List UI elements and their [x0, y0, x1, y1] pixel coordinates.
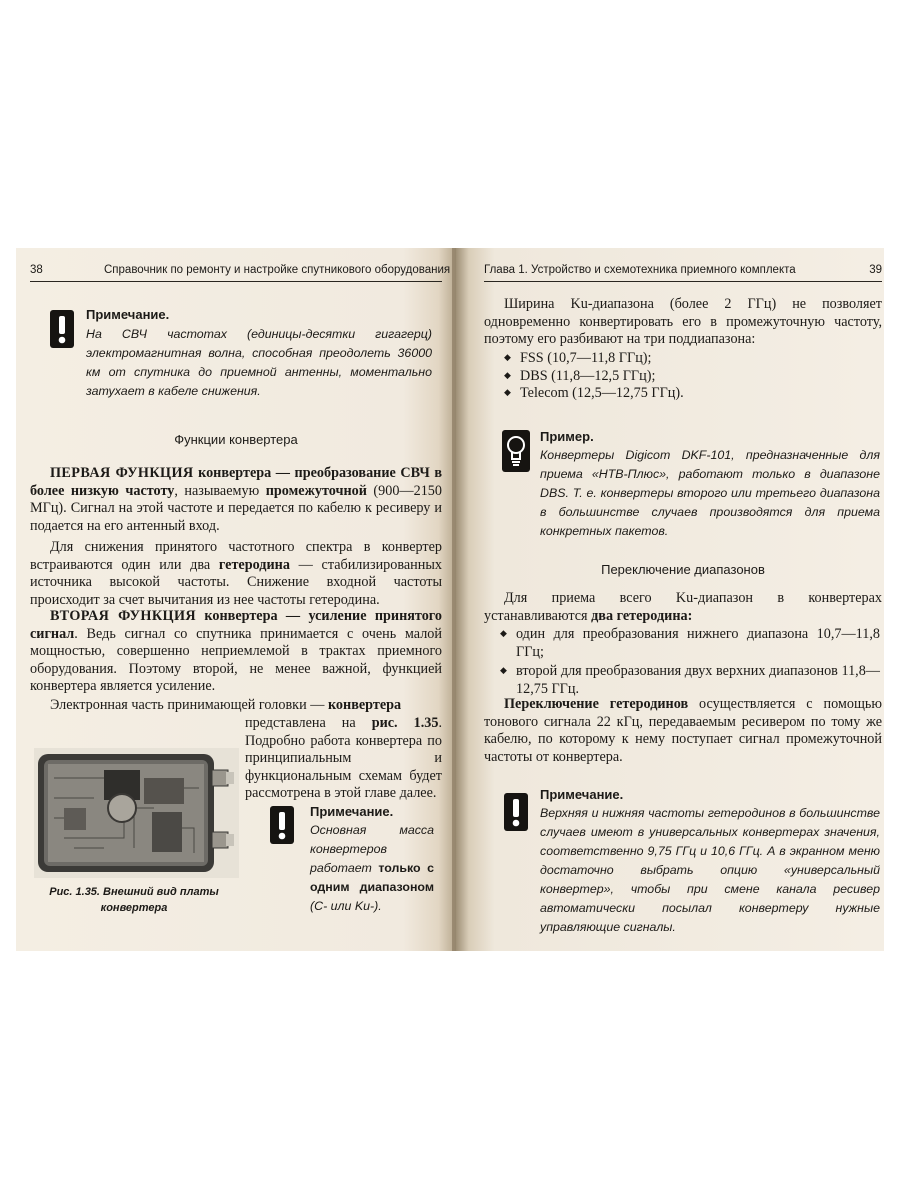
- exclamation-icon: [270, 806, 294, 844]
- paragraph-continued: [245, 715, 442, 803]
- bold-text: гетеродина: [218, 556, 290, 573]
- note-body: На СВЧ частотах (единицы-десятки гигагерц) электромагнитная волна, способная преодолеть 36000 км от спутника до приемной антенны, моментально затухает в кабеле снижения.: [86, 327, 432, 398]
- paragraph: [30, 539, 442, 609]
- bold-text: только с одним диапазоном: [310, 861, 435, 894]
- band-list: [504, 350, 874, 403]
- text: (С- или Ku-).: [310, 899, 382, 913]
- bold-text: промежуточной: [265, 482, 367, 499]
- oscillator-list: [500, 626, 880, 698]
- running-head-title: Глава 1. Устройство и схемотехника приемного комплекта: [484, 264, 796, 276]
- text: Для снижения принятого частотного спектра в конвертер встраиваются один или два: [30, 539, 442, 573]
- text: . Подробно работа конвертера по принципиальным и функциональным схемам будет рассмотрена в этой главе далее.: [245, 715, 442, 802]
- page-number: 38: [30, 264, 43, 276]
- example-title: Пример.: [540, 429, 594, 444]
- list-item: ◆ FSS (10,7—11,8 ГГц);: [504, 350, 874, 368]
- bold-text: конвертера — преобразование СВЧ в более низкую частоту: [30, 465, 442, 499]
- page-number: 39: [869, 264, 882, 276]
- paragraph: [30, 465, 442, 535]
- bold-lead: ВТОРАЯ ФУНКЦИЯ: [50, 608, 197, 624]
- right-page: [456, 248, 884, 951]
- text: . Ведь сигнал со спутника принимается с очень малой мощностью, совершенно неприемлемой в трактах приемного оборудования. Поэтому второй, не менее важной, функцией конвертера является усиление.: [30, 625, 442, 695]
- list-item: ◆ DBS (11,8—12,5 ГГц);: [504, 368, 874, 386]
- text: , называемую: [174, 482, 266, 499]
- note-title: Примечание.: [310, 804, 394, 819]
- header-rule: [30, 281, 442, 282]
- text: Для приема всего Ku-диапазон в конвертерах устанавливаются: [484, 590, 882, 624]
- note-title: Примечание.: [540, 787, 624, 802]
- note-title: Примечание.: [86, 307, 170, 322]
- example-body: Конвертеры Digicom DKF-101, предназначенные для приема «НТВ-Плюс», работают только в диапазоне DBS. Т. е. конвертеры второго или третьего диапазона в большинстве случаев производятся для приема конкретных пакетов.: [540, 448, 880, 538]
- lightbulb-icon: [502, 430, 530, 472]
- book-spread: [16, 248, 884, 951]
- list-item: ◆ один для преобразования нижнего диапазона 10,7—11,8 ГГц;: [500, 626, 880, 661]
- bold-text: Переключение гетеродинов: [504, 696, 689, 712]
- text: (900—2150 МГц). Сигнал на этой частоте и передается по кабелю к ресиверу и подается на его антенный вход.: [30, 482, 442, 534]
- figure-caption: Рис. 1.35. Внешний вид платы конвертера: [49, 886, 219, 914]
- text: представлена на: [245, 715, 372, 731]
- note-body: [310, 821, 434, 916]
- exclamation-icon: [504, 793, 528, 831]
- running-head-title: Справочник по ремонту и настройке спутникового оборудования: [104, 264, 451, 276]
- converter-board-photo: [34, 748, 239, 878]
- bold-lead: ПЕРВАЯ ФУНКЦИЯ: [50, 465, 194, 481]
- bold-text: рис. 1.35: [371, 715, 439, 731]
- text: осуществляется с помощью тонового сигнала 22 кГц, передаваемым ресивером по тому же кабелю, по которому к нему поступает сигнал промежуточной частоты от конвертера.: [484, 696, 882, 765]
- paragraph: Ширина Ku-диапазона (более 2 ГГц) не позволяет одновременно конвертировать его в промежуточную частоту, поэтому его разбивают на три поддиапазона:: [484, 296, 882, 348]
- text: Основная масса конвертеров работает: [310, 823, 434, 875]
- note-body: Верхняя и нижняя частоты гетеродинов в большинстве случаев имеют в универсальных конвертерах значения, соответственно 9,75 ГГц и 10,6 ГГц. А в экранном меню достаточно выбрать опцию «универсальный конвертер», чтобы при смене канала ресивер автоматически посылал конвертеру нужные управляющие сигналы.: [540, 806, 880, 934]
- bold-text: два гетеродина:: [591, 607, 693, 624]
- text: — стабилизированных источника высокой частоты. Снижение входной частоты происходит за счет вычитания из нее частоты гетеродина.: [30, 556, 442, 608]
- paragraph: [484, 590, 882, 625]
- text: Электронная часть принимающей головки —: [50, 697, 328, 713]
- bold-text: конвертера: [327, 697, 402, 713]
- list-item: ◆ Telecom (12,5—12,75 ГГц).: [504, 385, 874, 403]
- header-rule: [484, 281, 882, 282]
- section-title: Функции конвертера: [174, 432, 298, 447]
- paragraph: [30, 697, 442, 715]
- paragraph: [30, 608, 442, 696]
- exclamation-icon: [50, 310, 74, 348]
- left-page: [16, 248, 456, 951]
- section-title: Переключение диапазонов: [601, 562, 765, 577]
- paragraph: [484, 696, 882, 766]
- bold-text: конвертера — усиление принятого сигнал: [30, 608, 442, 642]
- list-item: ◆ второй для преобразования двух верхних диапазонов 11,8—12,75 ГГц.: [500, 663, 880, 698]
